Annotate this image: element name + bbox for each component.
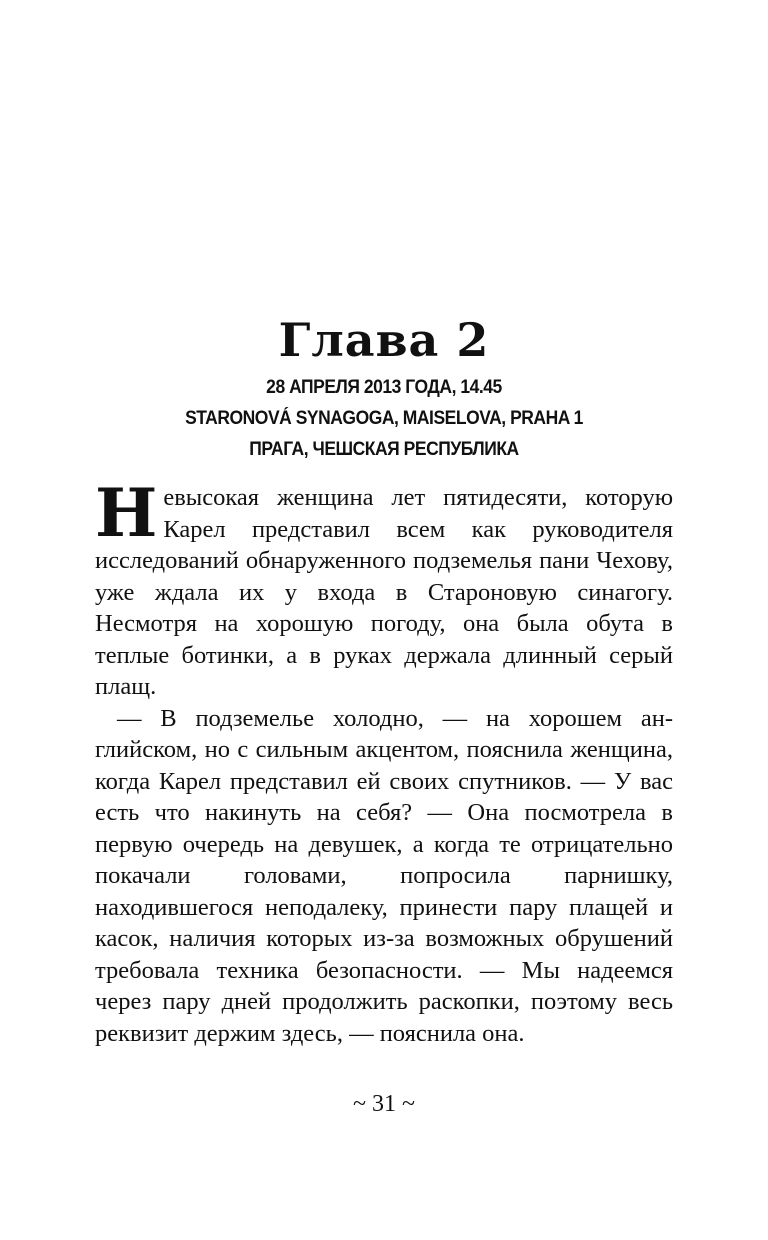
heading-date: 28 АПРЕЛЯ 2013 ГОДА, 14.45 <box>266 377 502 398</box>
page-number: ~ 31 ~ <box>353 1091 415 1117</box>
heading-location: STARONOVÁ SYNAGOGA, MAISELOVA, PRAHA 1 <box>185 408 583 429</box>
heading-country: ПРАГА, ЧЕШСКАЯ РЕСПУБЛИКА <box>249 439 519 460</box>
drop-cap: Н <box>95 474 158 552</box>
paragraph <box>95 474 673 703</box>
paragraph-text: евысокая женщина лет пятидесяти, которую Карел представил всем как руководителя исследований обнаруженного подземелья пани Чехову, уже ждала их у входа в Староновую синагогу. Несмотря на хорошую погоду, она была обута в теплые ботинки, а в руках держала длинный серый плащ. <box>95 484 673 700</box>
chapter-title: Глава 2 <box>278 313 490 367</box>
body-text <box>95 474 673 1049</box>
chapter-heading <box>0 372 768 465</box>
paragraph: — В подземелье холодно, — на хорошем английском, но с сильным акцентом, пояснила женщина, когда Карел представил ей своих спутников. — У вас есть что накинуть на себя? — Она посмотрела в первую очередь на девушек, а когда те отрицательно покачали головами, попросила парнишку, находившегося неподалеку, принести пару плащей и касок, наличия которых из-за возможных обрушений требовала техника безопасности. — Мы надеемся через пару дней продолжить раскопки, поэтому весь реквизит держим здесь, — пояснила она. <box>95 704 673 1047</box>
